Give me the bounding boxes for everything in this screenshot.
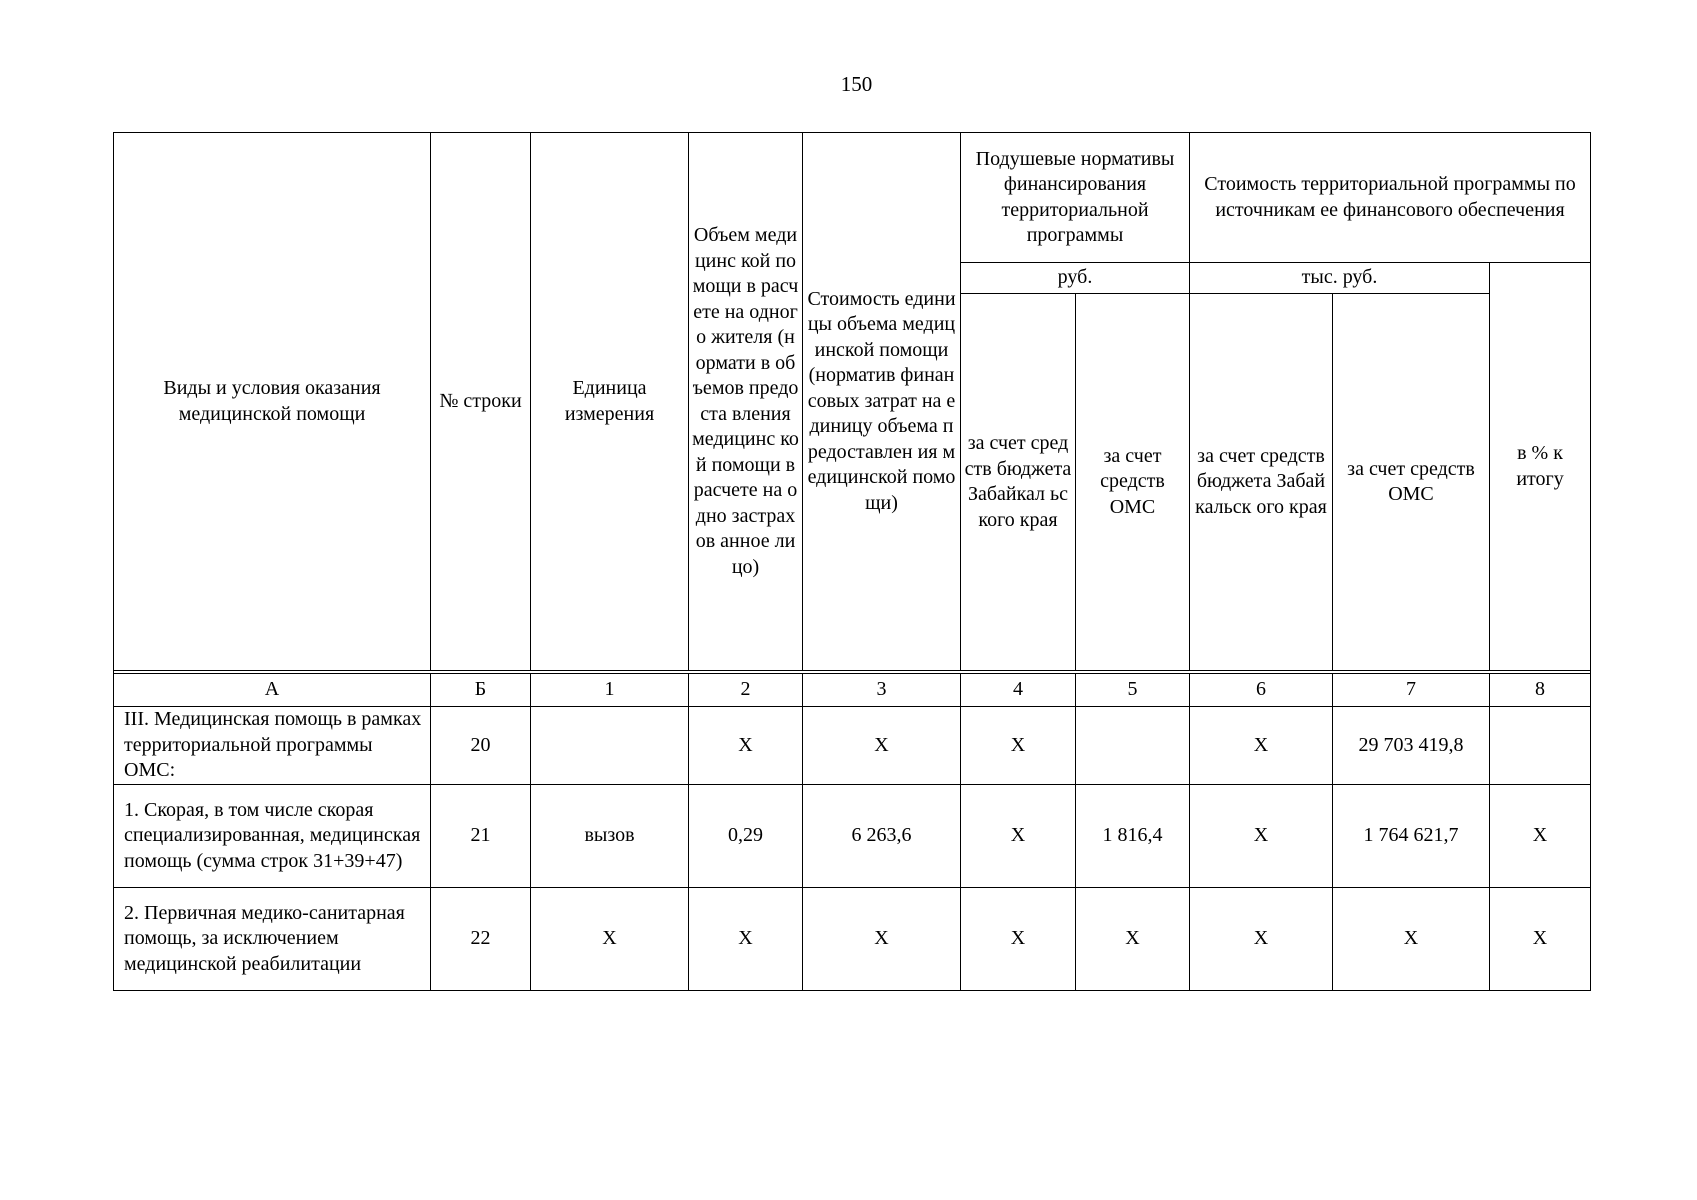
row-per-capita-budget: Х (961, 785, 1076, 888)
header-col-8: в % к итогу (1490, 263, 1591, 671)
index-cell: Б (431, 674, 531, 707)
row-unit (531, 707, 689, 785)
table-row (114, 707, 1591, 785)
row-percent (1490, 707, 1591, 785)
financing-table (113, 132, 1591, 991)
index-cell: 8 (1490, 674, 1591, 707)
table-row (114, 785, 1591, 888)
header-group-cost: Стоимость территориальной программы по источникам ее финансового обеспечения (1190, 133, 1591, 263)
row-line-number: 20 (431, 707, 531, 785)
row-cost-budget: Х (1190, 888, 1333, 991)
header-col-5: за счет средств ОМС (1076, 294, 1190, 671)
header-unit-rub: руб. (961, 263, 1190, 294)
row-line-number: 21 (431, 785, 531, 888)
header-col-1: Единица измерения (531, 133, 689, 671)
index-cell: 7 (1333, 674, 1490, 707)
header-col-4: за счет средств бюджета Забайкал ьского края (961, 294, 1076, 671)
index-cell: 6 (1190, 674, 1333, 707)
row-volume: Х (689, 888, 803, 991)
index-cell: 3 (803, 674, 961, 707)
row-cost-oms: Х (1333, 888, 1490, 991)
row-unit-cost: 6 263,6 (803, 785, 961, 888)
row-per-capita-budget: Х (961, 888, 1076, 991)
table-row (114, 888, 1591, 991)
header-col-6: за счет средств бюджета Забайкальск ого края (1190, 294, 1333, 671)
header-col-b: № строки (431, 133, 531, 671)
index-cell: 1 (531, 674, 689, 707)
row-percent: Х (1490, 888, 1591, 991)
row-cost-oms: 1 764 621,7 (1333, 785, 1490, 888)
row-volume: 0,29 (689, 785, 803, 888)
header-col-7: за счет средств ОМС (1333, 294, 1490, 671)
row-per-capita-budget: Х (961, 707, 1076, 785)
row-unit: Х (531, 888, 689, 991)
row-unit-cost: Х (803, 707, 961, 785)
row-cost-oms: 29 703 419,8 (1333, 707, 1490, 785)
header-group-per-capita: Подушевые нормативы финансирования территориальной программы (961, 133, 1190, 263)
row-cost-budget: Х (1190, 785, 1333, 888)
row-volume: Х (689, 707, 803, 785)
row-cost-budget: Х (1190, 707, 1333, 785)
page-number: 150 (840, 72, 873, 96)
row-line-number: 22 (431, 888, 531, 991)
row-per-capita-oms: 1 816,4 (1076, 785, 1190, 888)
row-per-capita-oms: Х (1076, 888, 1190, 991)
header-col-3: Стоимость единицы объема медицинской помощи (норматив финансовых затрат на единицу объема предоставлен ия медицинской помощи) (803, 133, 961, 671)
row-name: III. Медицинская помощь в рамках территориальной программы ОМС: (114, 707, 431, 785)
header-col-2: Объем медицинс кой помощи в расчете на одного жителя (нормати в объемов предоста вления медицинс кой помощи в расчете на одно застрахов анное лицо) (689, 133, 803, 671)
index-cell: А (114, 674, 431, 707)
header-unit-thousand-rub: тыс. руб. (1190, 263, 1490, 294)
row-unit-cost: Х (803, 888, 961, 991)
index-cell: 4 (961, 674, 1076, 707)
column-index-row (114, 674, 1591, 707)
index-cell: 2 (689, 674, 803, 707)
row-name: 1. Скорая, в том числе скорая специализированная, медицинская помощь (сумма строк 31+39+47) (114, 785, 431, 888)
index-cell: 5 (1076, 674, 1190, 707)
row-per-capita-oms (1076, 707, 1190, 785)
row-unit: вызов (531, 785, 689, 888)
row-name: 2. Первичная медико-санитарная помощь, за исключением медицинской реабилитации (114, 888, 431, 991)
header-col-a: Виды и условия оказания медицинской помощи (114, 133, 431, 671)
row-percent: Х (1490, 785, 1591, 888)
